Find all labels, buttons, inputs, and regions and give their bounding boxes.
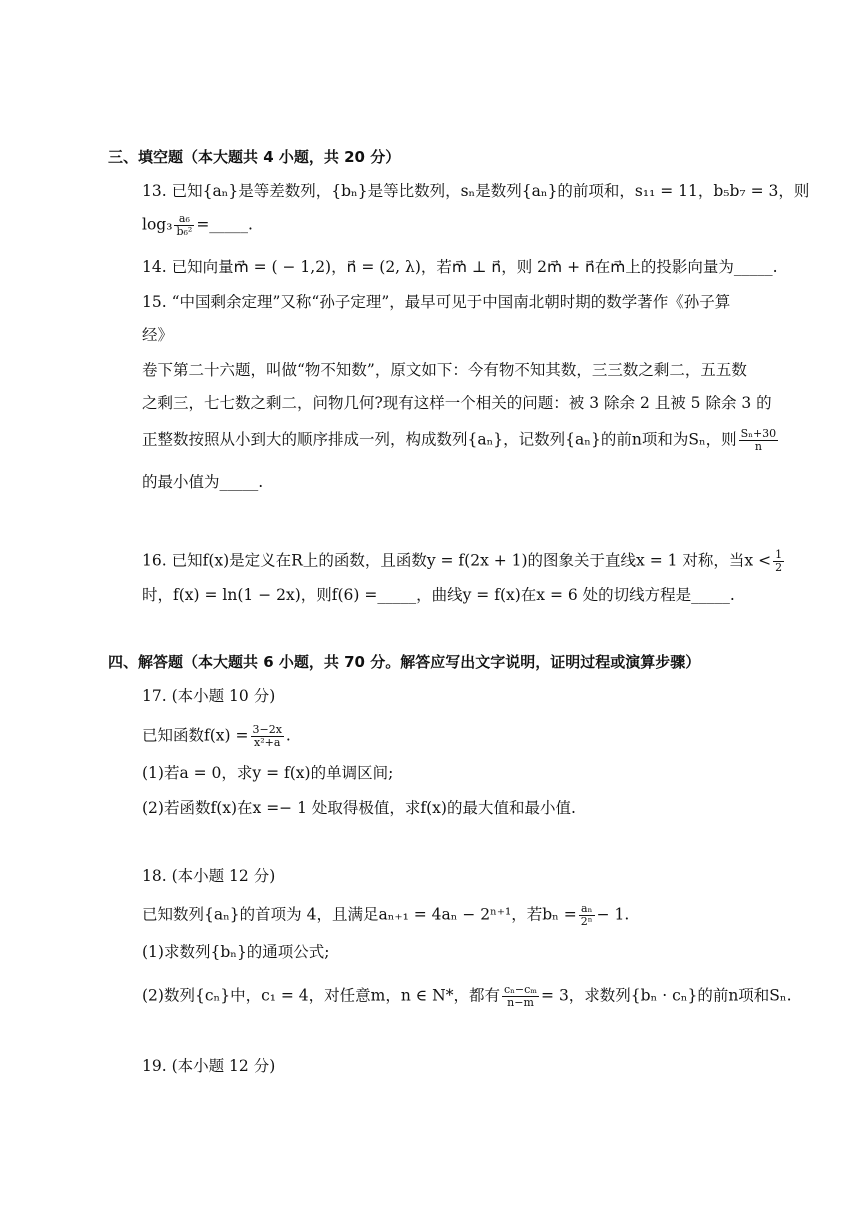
question-19-heading: 19. (本小题 12 分) [142,1057,276,1075]
question-18-statement-text: 已知数列{aₙ}的首项为 4，且满足aₙ₊₁ = 4aₙ − 2ⁿ⁺¹，若bₙ = [142,905,577,924]
question-15-line-3: 卷下第二十六题，叫做“物不知数”，原文如下：今有物不知其数，三三数之剩二，五五数 [142,361,747,379]
question-15-line-4: 之剩三，七七数之剩二，问物几何?现有这样一个相关的问题：被 3 除余 2 且被 5 除余 3 的 [142,394,772,412]
log-base-3: log₃ [142,215,173,234]
question-18-heading: 18. (本小题 12 分) [142,867,276,885]
question-18-part-2-suffix: = 3，求数列{bₙ · cₙ}的前n项和Sₙ. [541,986,792,1005]
question-16-line-1 [142,549,786,574]
question-16-line-1-text: 16. 已知f(x)是定义在R上的函数，且函数y = f(2x + 1)的图象关于直线x = 1 对称，当x < [142,551,772,570]
question-15-line-6: 的最小值为_____. [142,473,264,491]
question-13-line-2 [142,213,253,238]
question-18-part-2-text: (2)数列{cₙ}中，c₁ = 4，对任意m，n ∈ N*，都有 [142,986,500,1005]
fraction-cn-minus-cm: $\frac{\text{cₙ−cₘ}}{n-m}$ [503,983,538,1009]
fraction-sn-plus-30-over-n: $\frac{\text{Sₙ+30}}{n}$ [740,427,777,453]
question-18-part-1: (1)求数列{bₙ}的通项公式; [142,943,330,961]
question-14: 14. 已知向量m⃗ = ( − 1,2)，n⃗ = (2, λ)，若m⃗ ⊥ n⃗，则 2m⃗ + n⃗在m⃗上的投影向量为_____. [142,258,778,276]
answer-blank-13: =_____. [196,215,253,234]
question-17-part-1: (1)若a = 0，求y = f(x)的单调区间; [142,764,394,782]
fraction-an-over-2n: $\frac{\text{aₙ}}{\text{2ⁿ}}$ [580,902,593,928]
question-15-line-2: 经》 [142,326,174,344]
question-13-line-1: 13. 已知{aₙ}是等差数列，{bₙ}是等比数列，sₙ是数列{aₙ}的前项和，s₁₁ = 11，b₅b₇ = 3，则 [142,182,810,200]
period: . [285,726,291,745]
question-15-line-5-text: 正整数按照从小到大的顺序排成一列，构成数列{aₙ}，记数列{aₙ}的前n项和为Sₙ，则 [142,430,737,449]
question-17-statement [142,724,291,749]
question-15-line-5 [142,428,780,453]
question-18-statement [142,903,629,928]
question-17-heading: 17. (本小题 10 分) [142,687,276,705]
question-15-line-1: 15. “中国剩余定理”又称“孙子定理”，最早可见于中国南北朝时期的数学著作《孙子算 [142,293,731,311]
fraction-a6-over-b6sq: $\frac{\text{a₆}}{\text{b₆²}}$ [176,212,193,238]
section-four-heading: 四、解答题（本大题共 6 小题，共 70 分。解答应写出文字说明，证明过程或演算步骤） [108,653,701,671]
fraction-function-definition: $\frac{3-2x}{\text{x²+a}}$ [252,723,282,749]
question-16-line-2: 时，f(x) = ln(1 − 2x)，则f(6) =_____，曲线y = f(x)在x = 6 处的切线方程是_____. [142,586,735,604]
question-18-part-2 [142,984,792,1009]
section-three-heading: 三、填空题（本大题共 4 小题，共 20 分） [108,148,401,166]
question-17-statement-text: 已知函数f(x) = [142,726,249,745]
question-18-statement-suffix: − 1. [596,905,630,924]
fraction-one-half: $\frac{1}{2}$ [775,548,783,574]
question-17-part-2: (2)若函数f(x)在x =− 1 处取得极值，求f(x)的最大值和最小值. [142,799,576,817]
